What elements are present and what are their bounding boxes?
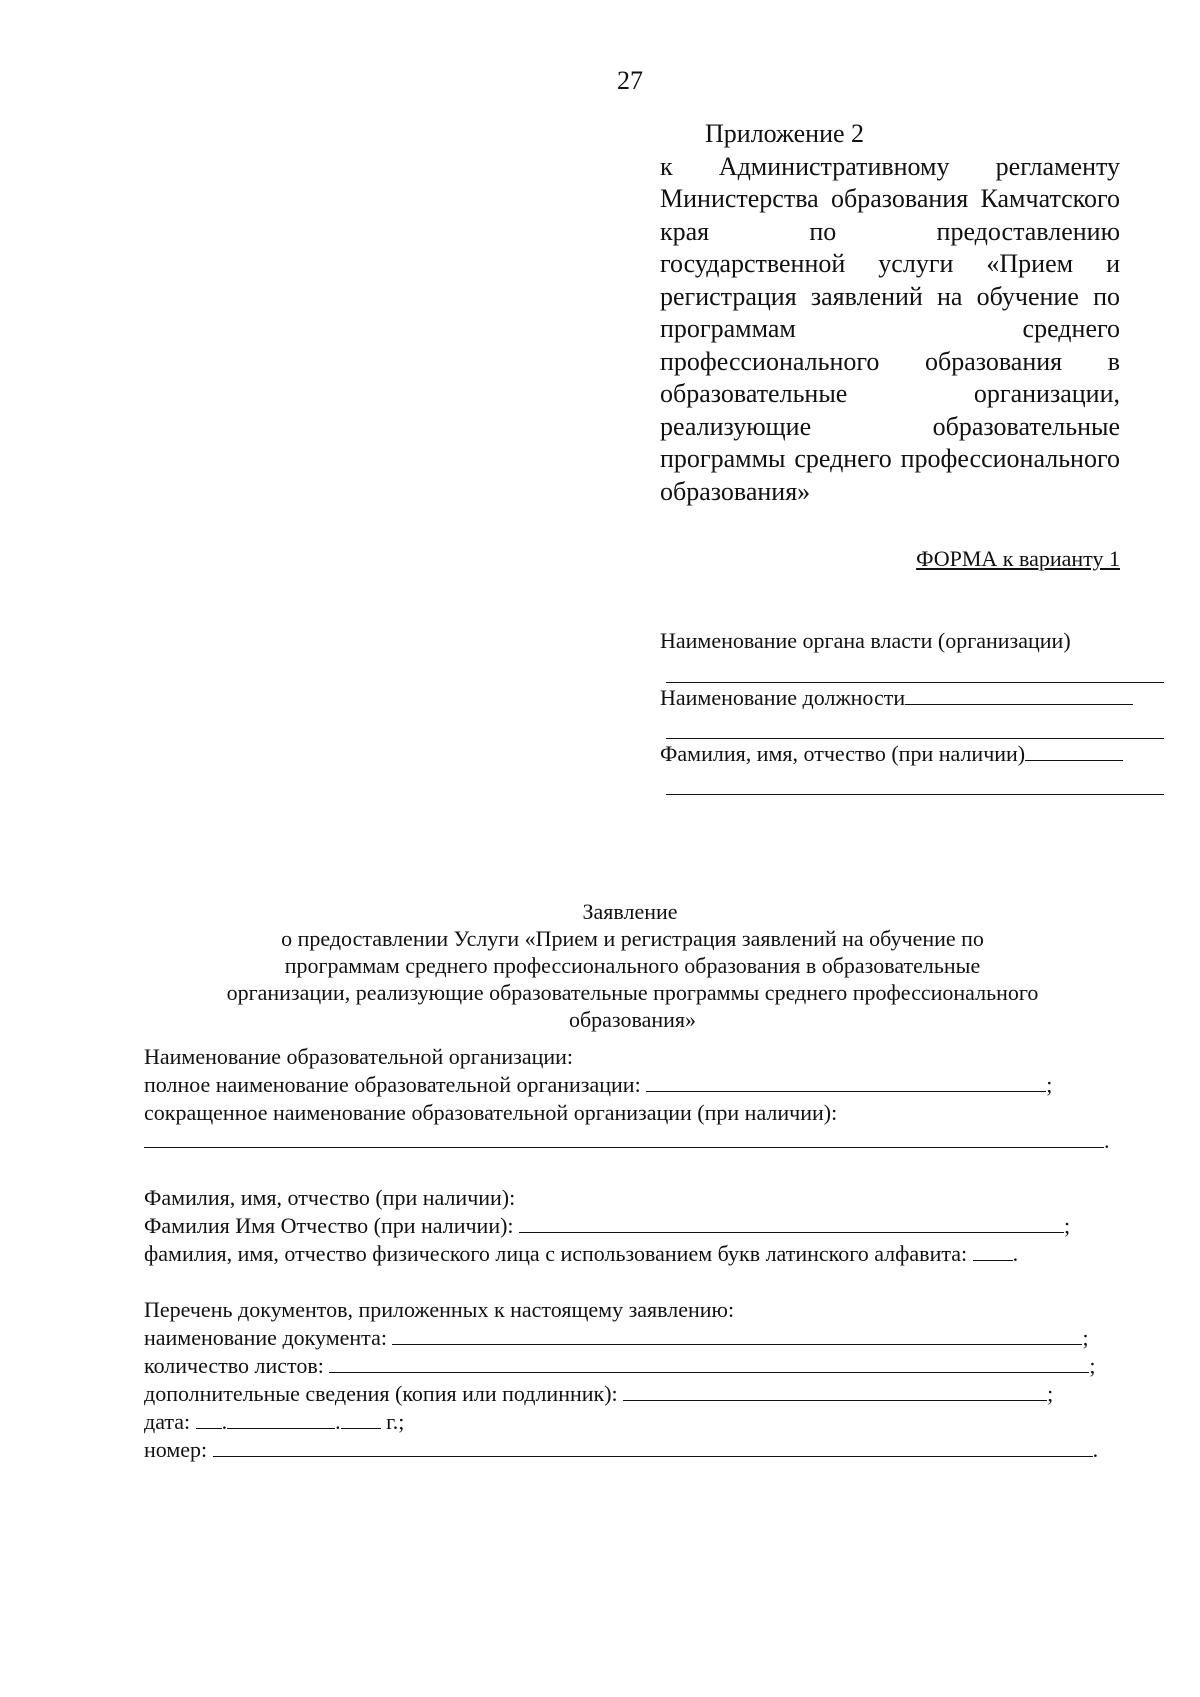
org-full-name-line[interactable] [646,1091,1046,1092]
applicant-name-row [144,1212,1070,1240]
authority-label: Наименование органа власти (организации) [660,628,1071,653]
org-short-name-line[interactable] [144,1147,1104,1148]
documents-heading: Перечень документов, приложенных к настоящему заявлению: [144,1297,735,1322]
semicolon: ; [1064,1213,1071,1238]
date-day-line[interactable] [196,1428,222,1429]
number-row [144,1436,1098,1464]
appendix-body: к Административному регламенту Министерства образования Камчатского края по предоставлению государственной услуги «Прием и регистрация заявлений на обучение по программам среднего профессионального образования в образовательные организации, реализующие образовательные программы среднего профессионального образования» [660,151,1120,506]
applicant-name-label: Фамилия Имя Отчество (при наличии): [144,1213,514,1238]
full-name-label: Фамилия, имя, отчество (при наличии) [660,741,1026,766]
appendix-heading: Приложение 2 [705,119,865,148]
authority-line[interactable] [666,682,1164,683]
period: . [1012,1241,1019,1266]
doc-name-label: наименование документа: [144,1325,387,1350]
form-variant-label: ФОРМА к варианту 1 [916,546,1120,571]
dot: . [221,1409,228,1434]
period: . [1092,1437,1099,1462]
position-line[interactable] [905,704,1133,705]
semicolon: ; [1046,1072,1053,1097]
applicant-latin-row [144,1240,1018,1268]
position-row [660,684,1165,712]
semicolon: ; [1047,1381,1054,1406]
org-short-name-row [144,1127,1110,1155]
dot: . [335,1409,341,1434]
number-line[interactable] [213,1456,1093,1457]
sheets-line[interactable] [329,1372,1089,1373]
extra-info-line[interactable] [623,1400,1047,1401]
org-full-name-label: полное наименование образовательной организации: [144,1072,641,1097]
org-short-name-label: сокращенное наименование образовательной организации (при наличии): [144,1100,838,1125]
extra-info-label: дополнительные сведения (копия или подлинник): [144,1381,618,1406]
date-year-suffix: г.; [386,1409,405,1434]
period: . [1104,1128,1110,1153]
doc-name-line[interactable] [392,1344,1082,1345]
applicant-heading: Фамилия, имя, отчество (при наличии): [144,1185,516,1210]
date-month-line[interactable] [227,1428,335,1429]
full-name-line-2[interactable] [666,794,1164,795]
date-year-line[interactable] [341,1428,381,1429]
sheets-label: количество листов: [144,1353,324,1378]
position-line-2[interactable] [666,738,1164,739]
appendix-block [660,118,1120,508]
page-number: 27 [617,66,643,95]
applicant-name-line[interactable] [519,1232,1064,1233]
date-label: дата: [144,1409,191,1434]
full-name-row [660,740,1165,768]
statement-subtitle: о предоставлении Услуги «Прием и регистрация заявлений на обучение по программам среднего профессионального образования в образовательные организации, реализующие образовательные программы среднего профессионального образования» [226,926,1039,1032]
extra-info-row [144,1380,1053,1408]
semicolon: ; [1082,1325,1089,1350]
applicant-latin-line[interactable] [973,1260,1013,1261]
position-label: Наименование должности [660,685,906,710]
statement-title: Заявление [582,899,678,924]
semicolon: ; [1089,1353,1096,1378]
date-row [144,1408,404,1436]
doc-name-row [144,1324,1089,1352]
number-label: номер: [144,1437,208,1462]
statement-heading [100,898,1160,1033]
applicant-latin-label: фамилия, имя, отчество физического лица с использованием букв латинского алфавита: [144,1241,968,1266]
sheets-row [144,1352,1096,1380]
full-name-line[interactable] [1025,760,1123,761]
org-full-name-row [144,1071,1052,1099]
organization-heading: Наименование образовательной организации: [144,1044,574,1069]
